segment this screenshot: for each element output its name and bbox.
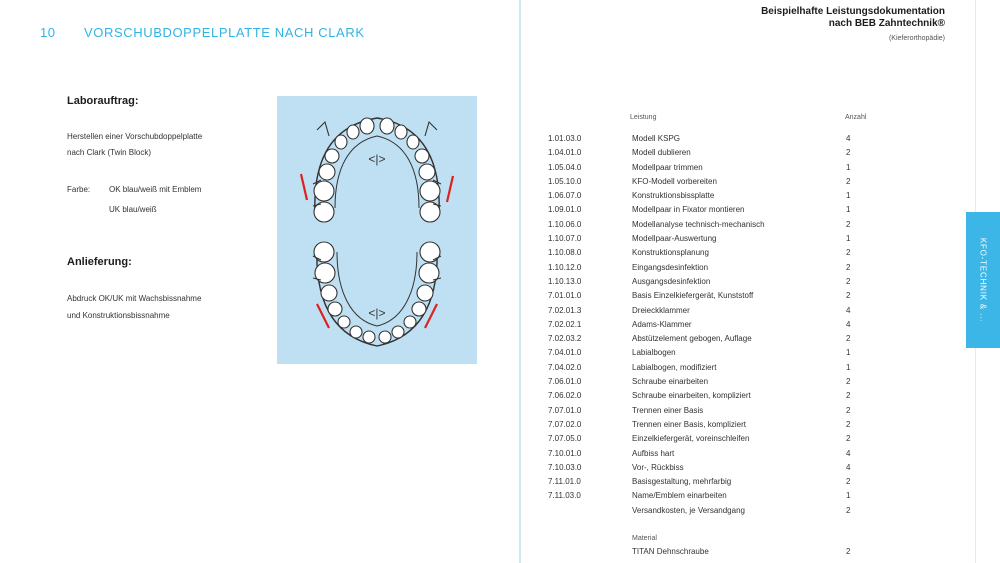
row-code: 1.10.07.0 (548, 234, 582, 244)
row-code: 7.02.02.1 (548, 319, 582, 329)
row-code: 1.10.12.0 (548, 262, 582, 272)
row-quantity: 1 (846, 362, 851, 372)
row-quantity: 2 (846, 505, 851, 515)
table-row (548, 191, 868, 205)
table-row (548, 463, 868, 477)
row-description: Labialbogen, modifiziert (632, 362, 717, 372)
row-description: Aufbiss hart (632, 448, 675, 458)
row-description: Modellpaar in Fixator montieren (632, 205, 745, 215)
header-title-line: nach BEB Zahntechnik® (828, 18, 945, 29)
row-code: 1.05.10.0 (548, 176, 582, 186)
table-row (548, 248, 868, 262)
table-row (548, 320, 868, 334)
table-row (548, 506, 868, 520)
row-quantity: 1 (846, 162, 851, 172)
right-header-title (761, 6, 945, 30)
row-code: 1.04.01.0 (548, 148, 582, 158)
table-row (548, 220, 868, 234)
row-code: 7.01.01.0 (548, 291, 582, 301)
table-row (548, 205, 868, 219)
row-description: Trennen einer Basis, kompliziert (632, 419, 746, 429)
side-tab-label: KFO-TECHNIK & ... (978, 237, 988, 323)
chapter-title: VORSCHUBDOPPELPLATTE NACH CLARK (84, 25, 365, 40)
row-description: Dreieckklammer (632, 305, 690, 315)
row-description: Modell KSPG (632, 134, 681, 143)
row-description: KFO-Modell vorbereiten (632, 176, 717, 186)
row-description: Abstützelement gebogen, Auflage (632, 334, 752, 344)
table-row (548, 434, 868, 448)
row-code: 1.09.01.0 (548, 205, 582, 215)
row-code: 7.11.03.0 (548, 491, 581, 501)
row-description: Schraube einarbeiten, kompliziert (632, 391, 751, 401)
page-gutter (519, 0, 521, 563)
table-row (548, 263, 868, 277)
row-quantity: 2 (846, 276, 851, 286)
row-code: 1.05.04.0 (548, 162, 582, 172)
row-code: 7.06.02.0 (548, 391, 582, 401)
table-row (548, 348, 868, 362)
table-row (548, 449, 868, 463)
row-quantity: 1 (846, 191, 851, 201)
farbe-uk-value: UK blau/weiß (109, 205, 157, 214)
row-code: 1.10.13.0 (548, 276, 582, 286)
table-row (548, 477, 868, 491)
row-description: Konstruktionsplanung (632, 248, 709, 258)
table-row (548, 291, 868, 305)
row-quantity: 4 (846, 319, 851, 329)
material-row (632, 547, 872, 556)
anlieferung-heading: Anlieferung: (67, 256, 132, 268)
material-qty: 2 (846, 547, 851, 556)
row-code: 7.07.05.0 (548, 434, 582, 444)
row-description: Basis Einzelkiefergerät, Kunststoff (632, 291, 754, 301)
row-description: Versandkosten, je Versandgang (632, 505, 745, 515)
table-row (548, 148, 868, 162)
row-description: Ausgangsdesinfektion (632, 276, 711, 286)
row-description: Trennen einer Basis (632, 405, 704, 415)
row-description: Eingangsdesinfektion (632, 262, 709, 272)
row-quantity: 2 (846, 248, 851, 258)
chapter-side-tab[interactable] (966, 212, 1000, 348)
row-description: Einzelkiefergerät, voreinschleifen (632, 434, 750, 444)
row-description: Konstruktionsbissplatte (632, 191, 715, 201)
row-code: 7.02.01.3 (548, 305, 582, 315)
row-description: Modellanalyse technisch-mechanisch (632, 219, 765, 229)
row-code: 7.11.01.0 (548, 477, 581, 487)
laborauftrag-heading: Laborauftrag: (67, 95, 139, 107)
column-header-anzahl: Anzahl (845, 114, 867, 121)
row-quantity: 4 (846, 305, 851, 315)
row-quantity: 1 (846, 348, 851, 358)
table-row (548, 420, 868, 434)
row-code: 1.10.08.0 (548, 248, 582, 258)
anlieferung-line: Abdruck OK/UK mit Wachsbissnahme (67, 294, 202, 303)
row-description: Labialbogen (632, 348, 676, 358)
table-row (548, 277, 868, 291)
row-description: Modellpaar trimmen (632, 162, 703, 172)
row-quantity: 4 (846, 134, 851, 143)
row-quantity: 2 (846, 334, 851, 344)
table-row (548, 163, 868, 177)
row-quantity: 2 (846, 434, 851, 444)
row-code: 7.02.03.2 (548, 334, 582, 344)
table-row (548, 334, 868, 348)
table-row (548, 391, 868, 405)
row-quantity: 2 (846, 262, 851, 272)
row-code: 1.10.06.0 (548, 219, 582, 229)
row-description: Vor-, Rückbiss (632, 462, 684, 472)
laborauftrag-line: Herstellen einer Vorschubdoppelplatte (67, 132, 203, 141)
row-description: Schraube einarbeiten (632, 377, 709, 387)
table-row (548, 134, 868, 148)
table-row (548, 377, 868, 391)
table-row (548, 306, 868, 320)
row-code: 7.07.02.0 (548, 419, 582, 429)
anlieferung-line: und Konstruktionsbissnahme (67, 311, 170, 320)
row-code: 7.10.01.0 (548, 448, 582, 458)
row-code: 7.06.01.0 (548, 377, 582, 387)
row-quantity: 4 (846, 448, 851, 458)
row-quantity: 2 (846, 291, 851, 301)
upper-expansion-mark: <|> (368, 152, 386, 166)
row-quantity: 2 (846, 477, 851, 487)
row-description: Modell dublieren (632, 148, 691, 158)
leistung-table (548, 134, 868, 520)
row-quantity: 2 (846, 219, 851, 229)
farbe-ok-value: OK blau/weiß mit Emblem (109, 185, 202, 194)
table-row (548, 363, 868, 377)
header-title-line: Beispielhafte Leistungsdokumentation (761, 6, 945, 17)
row-quantity: 1 (846, 491, 851, 501)
row-code: 7.10.03.0 (548, 462, 582, 472)
material-desc: TITAN Dehnschraube (632, 547, 709, 556)
row-description: Modellpaar-Auswertung (632, 234, 717, 244)
row-quantity: 4 (846, 462, 851, 472)
row-code: 1.06.07.0 (548, 191, 582, 201)
page-number: 10 (40, 25, 56, 40)
row-code: 7.04.01.0 (548, 348, 582, 358)
lower-expansion-mark: <|> (368, 306, 386, 320)
right-header-subtitle: (Kieferorthopädie) (888, 35, 945, 42)
table-row (548, 177, 868, 191)
row-quantity: 2 (846, 391, 851, 401)
column-header-leistung: Leistung (630, 114, 657, 121)
row-quantity: 2 (846, 176, 851, 186)
row-quantity: 2 (846, 405, 851, 415)
material-label: Material (632, 535, 657, 542)
row-quantity: 2 (846, 377, 851, 387)
row-description: Adams-Klammer (632, 319, 692, 329)
row-description: Name/Emblem einarbeiten (632, 491, 727, 501)
row-quantity: 1 (846, 234, 851, 244)
table-row (548, 491, 868, 505)
row-description: Basisgestaltung, mehrfarbig (632, 477, 732, 487)
dental-arch-figure (277, 96, 477, 364)
row-code: 7.04.02.0 (548, 362, 582, 372)
row-quantity: 1 (846, 205, 851, 215)
row-code: 7.07.01.0 (548, 405, 582, 415)
table-row (548, 406, 868, 420)
row-quantity: 2 (846, 148, 851, 158)
row-quantity: 2 (846, 419, 851, 429)
row-code: 1.01.03.0 (548, 134, 582, 143)
laborauftrag-line: nach Clark (Twin Block) (67, 148, 152, 157)
farbe-label: Farbe: (67, 185, 91, 194)
table-row (548, 234, 868, 248)
